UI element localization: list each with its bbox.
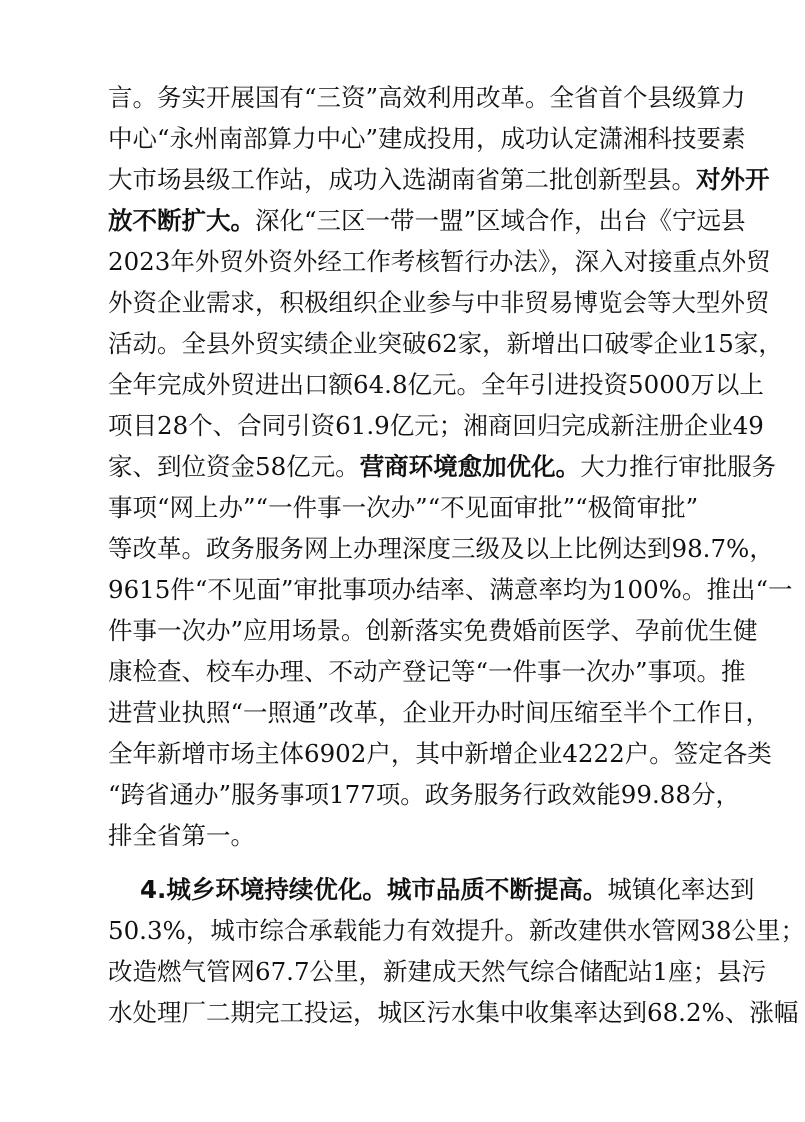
text-segment: “跨省通办”服务事项177项。政务服务行政效能99.88分，	[108, 780, 740, 809]
text-segment: 全年完成外贸进出口额64.8亿元。全年引进投资5000万以上	[108, 370, 764, 399]
text-segment: 全年新增市场主体6902户，其中新增企业4222户。签定各类	[108, 739, 772, 768]
text-line	[140, 870, 755, 910]
text-line	[108, 488, 699, 528]
text-segment: 中心“永州南部算力中心”建成投用，成功认定潇湘科技要素	[108, 124, 746, 153]
text-segment: 言。务实开展国有“三资”高效利用改革。全省首个县级算力	[108, 83, 746, 112]
text-line	[108, 283, 770, 323]
text-line	[108, 652, 746, 692]
text-segment: 等改革。政务服务网上办理深度三级及以上比例达到98.7%，	[108, 534, 774, 563]
text-line	[108, 78, 746, 118]
text-segment: 排全省第一。	[108, 821, 255, 850]
text-segment: 家、到位资金58亿元。	[108, 452, 360, 481]
text-line	[108, 952, 767, 992]
text-line	[108, 324, 783, 364]
text-line	[108, 201, 746, 241]
overflow-line	[108, 993, 799, 1033]
text-segment: 事项“网上办”“一件事一次办”“不见面审批”“极简审批”	[108, 493, 699, 522]
text-segment: 外资企业需求，积极组织企业参与中非贸易博览会等大型外贸	[108, 288, 770, 317]
bold-heading-segment: 对外开	[696, 165, 770, 194]
bold-heading-segment: 营商环境愈加优化。	[359, 452, 581, 481]
bold-heading-segment: 放不断扩大。	[108, 206, 255, 235]
text-line	[108, 406, 764, 446]
text-segment: 水处理厂二期完工投运，城区污水集中收集率达到68.2%、涨幅	[108, 998, 799, 1027]
text-line	[108, 734, 772, 774]
text-line	[108, 160, 770, 200]
bold-heading-segment: 4.城乡环境持续优化。城市品质不断提高。	[140, 875, 608, 904]
text-segment: 2023年外贸外资外经工作考核暂行办法》，深入对接重点外贸	[108, 247, 771, 276]
text-line	[108, 365, 764, 405]
text-line	[108, 693, 771, 733]
text-line	[108, 911, 805, 951]
text-line	[108, 242, 771, 282]
text-segment: 改造燃气管网67.7公里，新建成天然气综合储配站1座；县污	[108, 957, 767, 986]
text-line	[108, 570, 793, 610]
text-segment: 50.3%，城市综合承载能力有效提升。新改建供水管网38公里；	[108, 916, 805, 945]
text-segment: 大力推行审批服务	[580, 452, 777, 481]
text-segment: 康检查、校车办理、不动产登记等“一件事一次办”事项。推	[108, 657, 746, 686]
text-segment: 项目28个、合同引资61.9亿元；湘商回归完成新注册企业49	[108, 411, 764, 440]
text-line	[108, 816, 688, 856]
text-line	[108, 611, 758, 651]
text-segment: 城镇化率达到	[607, 875, 755, 904]
text-segment: 进营业执照“一照通”改革，企业开办时间压缩至半个工作日，	[108, 698, 771, 727]
text-line	[108, 775, 740, 815]
text-line	[108, 447, 777, 487]
text-segment: 件事一次办”应用场景。创新落实免费婚前医学、孕前优生健	[108, 616, 758, 645]
text-segment: 深化“三区一带一盟”区域合作，出台《宁远县	[255, 206, 746, 235]
text-segment: 大市场县级工作站，成功入选湖南省第二批创新型县。	[108, 165, 696, 194]
text-segment: 9615件“不见面”审批事项办结率、满意率均为100%。推出“一	[108, 575, 793, 604]
text-line	[108, 529, 774, 569]
text-segment: 活动。全县外贸实绩企业突破62家，新增出口破零企业15家，	[108, 329, 783, 358]
text-line	[108, 119, 746, 159]
